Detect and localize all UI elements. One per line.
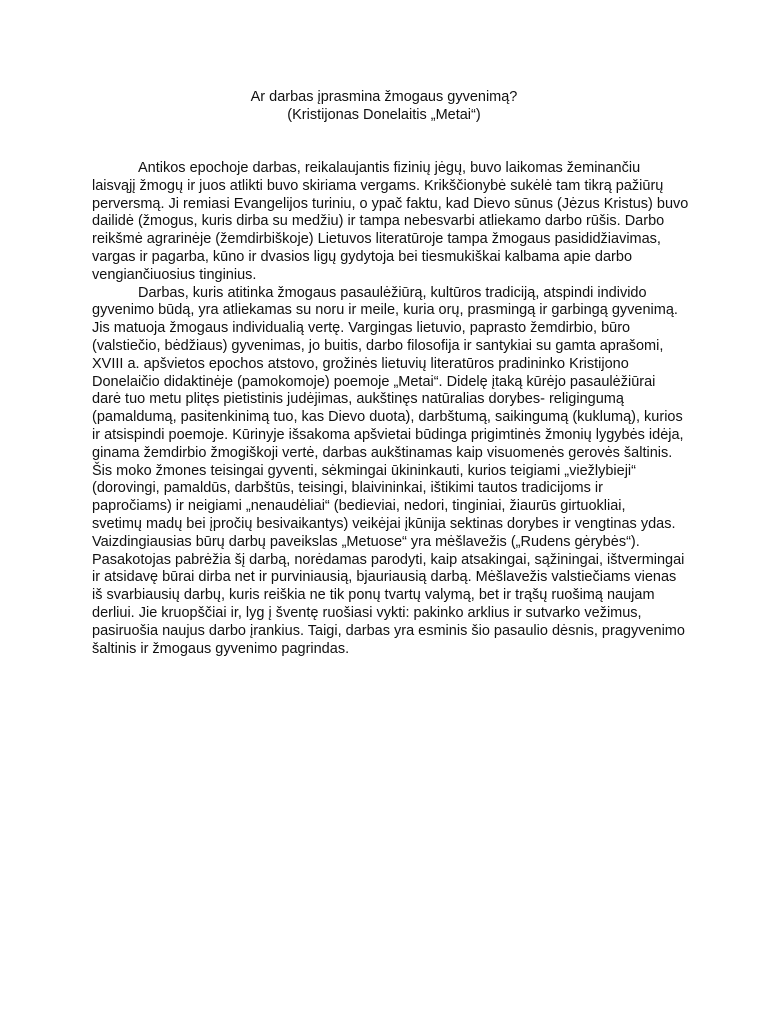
- paragraph-line: vargas ir pagarba, kūno ir dvasios ligų gydytoja bei tiesmukiškai kalbama apie darbo: [92, 248, 633, 265]
- paragraph-line: vengiančiuosius tinginius.: [92, 266, 257, 283]
- paragraph-line: derliui. Jie kruopščiai ir, lyg į šventę ruošiasi vykti: pakinko arklius ir sutvarko vežimus,: [92, 604, 642, 621]
- paragraph-line: Darbas, kuris atitinka žmogaus pasaulėžiūrą, kultūros tradiciją, atspindi individo: [138, 284, 647, 301]
- paragraph-line: Pasakotojas pabrėžia šį darbą, norėdamas parodyti, kaip atsakingai, sąžiningai, ištvermingai: [92, 551, 685, 568]
- essay-title: Ar darbas įprasmina žmogaus gyvenimą?: [250, 89, 518, 105]
- paragraph-line: dailidė (žmogus, kuris dirba su medžiu) ir tampa nebesvarbi atliekamo darbo rūšis. Darbo: [92, 213, 665, 230]
- paragraph-1: [92, 160, 688, 285]
- title-block: [0, 88, 768, 124]
- paragraph-line: Antikos epochoje darbas, reikalaujantis fizinių jėgų, buvo laikomas žeminančiu: [138, 160, 641, 176]
- paragraph-line: reikšmė agrarinėje (žemdirbiškoje) Lietuvos literatūroje tampa žmogaus pasididžiavimas,: [92, 231, 661, 248]
- paragraph-line: (valstiečio, bėdžiaus) gyvenimas, jo buitis, darbo filosofija ir santykiai su gamta aprašomi,: [92, 337, 664, 354]
- paragraph-line: svetimų madų bei įpročių besivaikantys) veikėjai įkūnija sektinas dorybes ir vengtinas ydas.: [92, 515, 676, 532]
- essay-subtitle: (Kristijonas Donelaitis „Metai“): [287, 107, 481, 123]
- paragraph-line: gyvenimo būdą, yra atliekamas su noru ir meile, kuria orų, prasmingą ir garbingą gyvenimą.: [92, 302, 678, 319]
- paragraph-line: ir atsispindi poemoje. Kūrinyje išsakoma apšvietai būdinga prigimtinės žmonių lygybės idėja,: [92, 426, 684, 443]
- paragraph-line: (pamaldumą, pasitenkinimą tuo, kas Dievo duota), darbštumą, saikingumą (kuklumą), kurios: [92, 409, 683, 426]
- paragraph-line: Donelaičio didaktinėje (pamokomoje) poemoje „Metai“. Didelę įtaką kūrėjo pasaulėžiūrai: [92, 373, 656, 390]
- paragraph-line: ginama žemdirbio žmogiškoji vertė, darbas aukštinamas kaip visuomenės gerovės šaltinis.: [92, 444, 673, 461]
- paragraph-2: [92, 285, 688, 659]
- paragraph-line: iš svarbiausių darbų, kuris reiškia ne tik ponų tvartų valymą, bet ir trąšų ruošimą naujam: [92, 587, 655, 604]
- paragraph-line: Jis matuoja žmogaus individualią vertę. Vargingas lietuvio, paprasto žemdirbio, būro: [92, 320, 631, 337]
- paragraph-line: pasiruošia naujus darbo įrankius. Taigi, darbas yra esminis šio pasaulio dėsnis, pragyvenimo: [92, 622, 685, 639]
- paragraph-line: papročiams) ir neigiami „nenaudėliai“ (bedieviai, nedori, tinginiai, žiaurūs girtuokliai,: [92, 498, 626, 515]
- paragraph-line: (dorovingi, pamaldūs, darbštūs, teisingi, blaivininkai, ištikimi tautos tradicijoms ir: [92, 480, 603, 497]
- paragraph-line: šaltinis ir žmogaus gyvenimo pagrindas.: [92, 640, 350, 657]
- paragraph-line: laisvąjį žmogų ir juos atlikti buvo skiriama vergams. Krikščionybė sukėlė tam tikrą pažiūrų: [92, 177, 664, 194]
- paragraph-line: Šis moko žmones teisingai gyventi, sėkmingai ūkininkauti, kurios teigiami „viežlybieji“: [92, 462, 636, 479]
- paragraph-line: darė tuo metu plitęs pietistinis judėjimas, aukštinęs natūralias dorybes- religingumą: [92, 391, 624, 408]
- paragraph-line: perversmą. Ji remiasi Evangelijos turiniu, o ypač faktu, kad Dievo sūnus (Jėzus Kristus) buvo: [92, 195, 689, 212]
- paragraph-line: XVIII a. apšvietos epochos atstovo, grožinės lietuvių literatūros pradininko Kristijono: [92, 355, 629, 372]
- paragraph-line: ir atsidavę būrai dirba net ir purviniausią, bjauriausią darbą. Mėšlavežis valstiečiams vienas: [92, 569, 677, 586]
- essay-body: [92, 160, 688, 658]
- paragraph-line: Vaizdingiausias būrų darbų paveikslas „Metuose“ yra mėšlavežis („Rudens gėrybės“).: [92, 533, 640, 550]
